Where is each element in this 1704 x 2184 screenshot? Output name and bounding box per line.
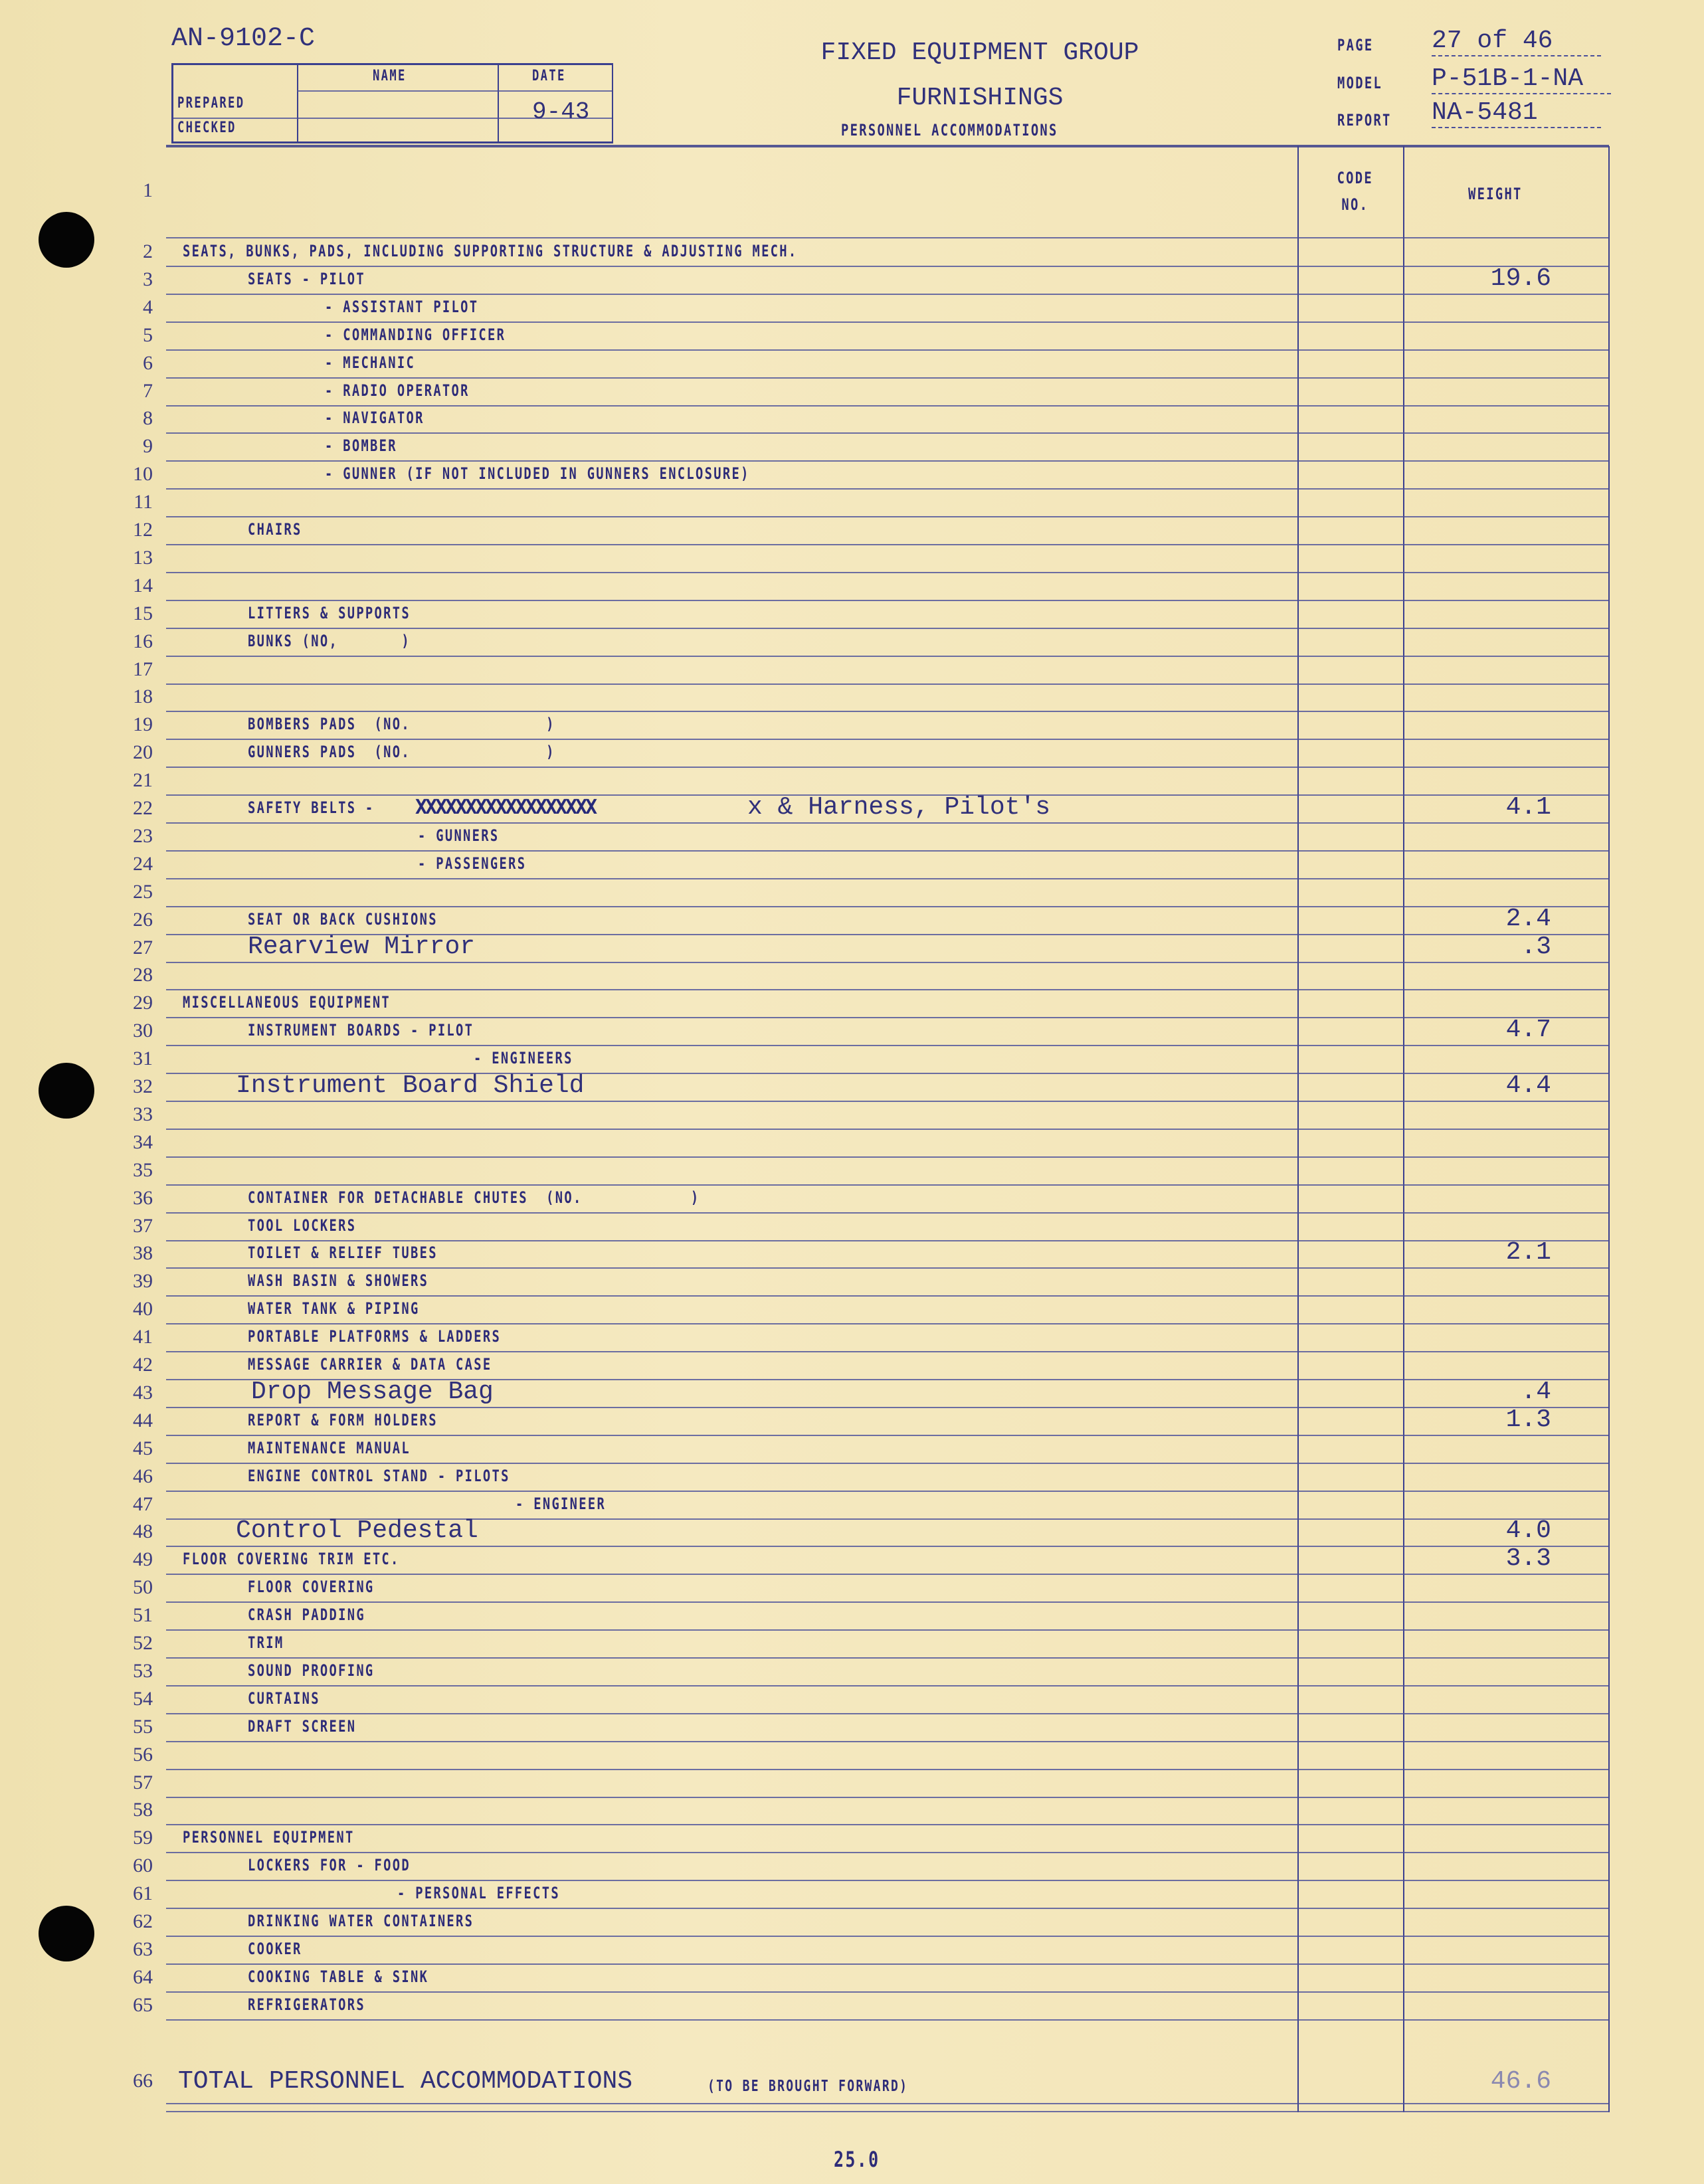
row-label: PERSONNEL EQUIPMENT [183,1828,355,1847]
row-label: - NAVIGATOR [325,409,425,428]
row-number: 24 [133,852,153,875]
row-rule [166,1880,1609,1881]
total-note: (TO BE BROUGHT FORWARD) [708,2078,909,2095]
form-id: AN-9102-C [171,24,316,54]
row-label: MESSAGE CARRIER & DATA CASE [248,1355,492,1374]
code-column-header: CODE NO. [1337,169,1374,214]
row-number: 55 [133,1715,153,1738]
row-rule [166,767,1609,768]
row-rule [166,1407,1609,1408]
row-rule [166,600,1609,601]
row-label: TOILET & RELIEF TUBES [248,1243,438,1263]
row-weight: 4.1 [1505,793,1551,822]
row-label: MISCELLANEOUS EQUIPMENT [183,993,391,1012]
row-label: CHAIRS [248,520,302,539]
row-label: - ENGINEERS [474,1049,573,1068]
row-rule [166,1908,1609,1909]
row-number: 12 [133,519,153,541]
row-label: SEAT OR BACK CUSHIONS [248,909,438,929]
row-label: CURTAINS [248,1688,320,1708]
name-column-label: NAME [373,68,407,84]
punch-hole [39,1063,94,1119]
row-rule [166,1240,1609,1241]
total-weight: 46.6 [1490,2067,1551,2096]
row-rule [166,1852,1609,1853]
row-rule [166,432,1609,434]
row-rule [166,1491,1609,1492]
row-label: FLOOR COVERING TRIM ETC. [183,1550,400,1569]
row-rule [166,516,1609,517]
row-rule [166,1267,1609,1269]
row-number: 61 [133,1882,153,1905]
row-number: 14 [133,574,153,596]
row-number: 57 [133,1771,153,1793]
row-weight: 1.3 [1505,1405,1551,1434]
prepared-label: PREPARED [177,95,245,112]
weight-column-header: WEIGHT [1468,185,1523,203]
row-number: 1 [143,179,153,201]
row-rule [166,628,1609,629]
row-rule [166,1101,1609,1102]
row-weight: .4 [1521,1377,1551,1406]
row-label: Control Pedestal [236,1516,478,1546]
row-number: 6 [143,351,153,374]
row-number: 18 [133,685,153,708]
row-number: 53 [133,1659,153,1682]
row-rule [166,878,1609,879]
row-number: 44 [133,1409,153,1431]
row-number: 5 [143,323,153,346]
row-rule [166,1351,1609,1352]
row-rule [166,405,1609,407]
row-rule [166,711,1609,712]
row-rule [166,1156,1609,1158]
row-label: COOKER [248,1939,302,1958]
row-label: SAFETY BELTS - [248,798,384,817]
row-number: 35 [133,1158,153,1181]
row-label: - MECHANIC [325,353,416,372]
row-label: WATER TANK & PIPING [248,1299,420,1319]
row-rule [166,572,1609,573]
subsection-title: PERSONNEL ACCOMMODATIONS [840,121,1058,139]
row-rule [166,1435,1609,1436]
row-rule [166,294,1609,295]
row-rule [166,2019,1609,2021]
row-rule [166,1184,1609,1186]
row-label: TRIM [248,1633,284,1652]
row-number: 31 [133,1047,153,1070]
row-label: LOCKERS FOR - FOOD [248,1856,411,1875]
row-label: MAINTENANCE MANUAL [248,1438,411,1457]
row-number: 32 [133,1075,153,1097]
row-rule [166,1713,1609,1714]
section-title: FURNISHINGS [896,84,1064,112]
row-number: 2 [143,240,153,262]
row-weight: 4.7 [1505,1016,1551,1045]
row-number: 52 [133,1632,153,1654]
signoff-box [171,63,613,143]
row-number: 48 [133,1520,153,1543]
row-number: 60 [133,1855,153,1877]
page-label: PAGE [1337,36,1374,54]
row-number: 56 [133,1743,153,1766]
row-label: - ENGINEER [516,1494,607,1513]
row-number: 30 [133,1020,153,1042]
footer-note: 25.0 [834,2147,880,2172]
row-label: SOUND PROOFING [248,1661,375,1680]
row-label: Rearview Mirror [248,932,476,961]
row-number: 50 [133,1576,153,1599]
row-rule [166,1963,1609,1965]
total-label: TOTAL PERSONNEL ACCOMMODATIONS [178,2067,633,2096]
row-number: 3 [143,268,153,290]
row-number: 20 [133,741,153,764]
row-number: 34 [133,1131,153,1153]
row-rule [166,1824,1609,1825]
row-number: 10 [133,463,153,486]
row-rule [166,1797,1609,1798]
row-label: PORTABLE PLATFORMS & LADDERS [248,1327,502,1346]
row-rule [166,906,1609,907]
row-number: 19 [133,713,153,736]
row-number: 54 [133,1687,153,1710]
row-label: - COMMANDING OFFICER [325,325,506,344]
row-label: - RADIO OPERATOR [325,381,470,400]
row-number: 4 [143,296,153,318]
row-rule [166,1295,1609,1297]
report-label: REPORT [1337,111,1392,130]
row-number: 65 [133,1993,153,2016]
row-label: INSTRUMENT BOARDS - PILOT [248,1021,474,1040]
row-rule [166,1045,1609,1046]
row-label: DRINKING WATER CONTAINERS [248,1912,474,1930]
model-label: MODEL [1337,74,1383,92]
row-rule [166,1741,1609,1742]
row-rule [166,1574,1609,1575]
row-number: 66 [133,2070,153,2092]
row-number: 63 [133,1938,153,1960]
row-number: 22 [133,797,153,819]
prepared-date: 9-43 [532,98,590,126]
page-value: 27 of 46 [1432,27,1601,56]
row-number: 28 [133,964,153,986]
row-number: 23 [133,824,153,847]
row-weight: 4.0 [1505,1516,1551,1546]
row-rule [166,822,1609,824]
row-number: 42 [133,1354,153,1376]
row-number: 13 [133,546,153,569]
row-label: SEATS, BUNKS, PADS, INCLUDING SUPPORTING STRUCTURE & ADJUSTING MECH. [183,242,798,260]
row-rule [166,1546,1609,1547]
row-number: 39 [133,1270,153,1293]
row-rule [166,1769,1609,1770]
row-number: 27 [133,936,153,958]
row-label: - PASSENGERS [418,854,527,873]
row-label: Drop Message Bag [251,1377,494,1406]
typed-addition: x & Harness, Pilot's [747,793,1051,822]
row-rule [166,739,1609,740]
row-rule [166,488,1609,490]
row-number: 43 [133,1381,153,1404]
row-label: SEATS - PILOT [248,269,365,288]
row-rule [166,1991,1609,1993]
row-weight: .3 [1521,932,1551,961]
row-number: 49 [133,1548,153,1571]
row-number: 41 [133,1326,153,1348]
row-label: TOOL LOCKERS [248,1216,357,1235]
row-label: BUNKS (NO, ) [248,631,411,650]
row-number: 25 [133,880,153,903]
row-label: BOMBERS PADS (NO. ) [248,715,555,734]
row-label: CONTAINER FOR DETACHABLE CHUTES (NO. ) [248,1188,700,1207]
date-column-label: DATE [532,68,566,84]
row-rule [166,1657,1609,1659]
row-number: 37 [133,1214,153,1237]
row-rule [166,544,1609,545]
row-label: REFRIGERATORS [248,1995,365,2014]
row-label: LITTERS & SUPPORTS [248,603,411,622]
row-label: FLOOR COVERING [248,1578,375,1597]
row-label: ENGINE CONTROL STAND - PILOTS [248,1466,510,1485]
model-value: P-51B-1-NA [1432,64,1611,94]
row-rule [166,1212,1609,1214]
row-number: 51 [133,1604,153,1627]
row-label: - BOMBER [325,436,397,456]
group-title: FIXED EQUIPMENT GROUP [820,39,1139,67]
row-weight: 2.4 [1505,904,1551,933]
row-rule [166,1685,1609,1686]
row-label: DRAFT SCREEN [248,1716,357,1736]
row-label: CRASH PADDING [248,1605,365,1625]
row-rule [166,1936,1609,1937]
row-number: 38 [133,1242,153,1265]
row-rule [166,1601,1609,1603]
row-number: 17 [133,658,153,680]
punch-hole [39,212,94,268]
row-rule [166,1017,1609,1018]
report-value: NA-5481 [1432,98,1601,128]
row-number: 40 [133,1298,153,1320]
row-label: - GUNNER (IF NOT INCLUDED IN GUNNERS ENCLOSURE) [325,464,750,484]
row-label: WASH BASIN & SHOWERS [248,1271,429,1291]
row-label: Instrument Board Shield [236,1071,585,1100]
row-weight: 2.1 [1505,1238,1551,1267]
row-number: 45 [133,1437,153,1459]
row-label: COOKING TABLE & SINK [248,1967,429,1986]
row-rule [166,1629,1609,1631]
row-number: 33 [133,1103,153,1125]
row-number: 26 [133,908,153,931]
row-rule [166,321,1609,323]
row-number: 16 [133,630,153,652]
row-rule [166,1463,1609,1464]
row-number: 11 [134,491,153,513]
row-number: 46 [133,1465,153,1487]
row-label: GUNNERS PADS (NO. ) [248,743,555,762]
row-number: 15 [133,602,153,624]
row-rule [166,962,1609,963]
row-rule [166,266,1609,267]
row-rule [166,989,1609,990]
row-rule [166,460,1609,462]
row-rule [166,850,1609,852]
row-label: - GUNNERS [418,826,500,845]
row-weight: 19.6 [1490,264,1551,293]
row-weight: 3.3 [1505,1544,1551,1574]
row-label: - PERSONAL EFFECTS [397,1884,560,1903]
row-number: 36 [133,1186,153,1209]
row-rule [166,1323,1609,1324]
row-rule [166,656,1609,657]
row-number: 58 [133,1799,153,1821]
row-number: 29 [133,992,153,1014]
checked-label: CHECKED [177,120,237,136]
row-rule [166,349,1609,351]
row-number: 47 [133,1493,153,1515]
subsection-wrap [664,121,1295,139]
row-number: 62 [133,1910,153,1932]
punch-hole [39,1906,94,1961]
row-number: 21 [133,769,153,792]
row-rule [166,1129,1609,1130]
struck-out-text: XXXXXXXXXXXXXXXXXX [415,796,596,819]
row-number: 9 [143,435,153,458]
row-rule [166,683,1609,685]
row-number: 8 [143,407,153,430]
row-rule [166,377,1609,379]
row-label: REPORT & FORM HOLDERS [248,1410,438,1429]
row-number: 7 [143,379,153,402]
row-number: 64 [133,1965,153,1988]
row-label: - ASSISTANT PILOT [325,297,479,316]
row-number: 59 [133,1827,153,1849]
row-weight: 4.4 [1505,1071,1551,1100]
